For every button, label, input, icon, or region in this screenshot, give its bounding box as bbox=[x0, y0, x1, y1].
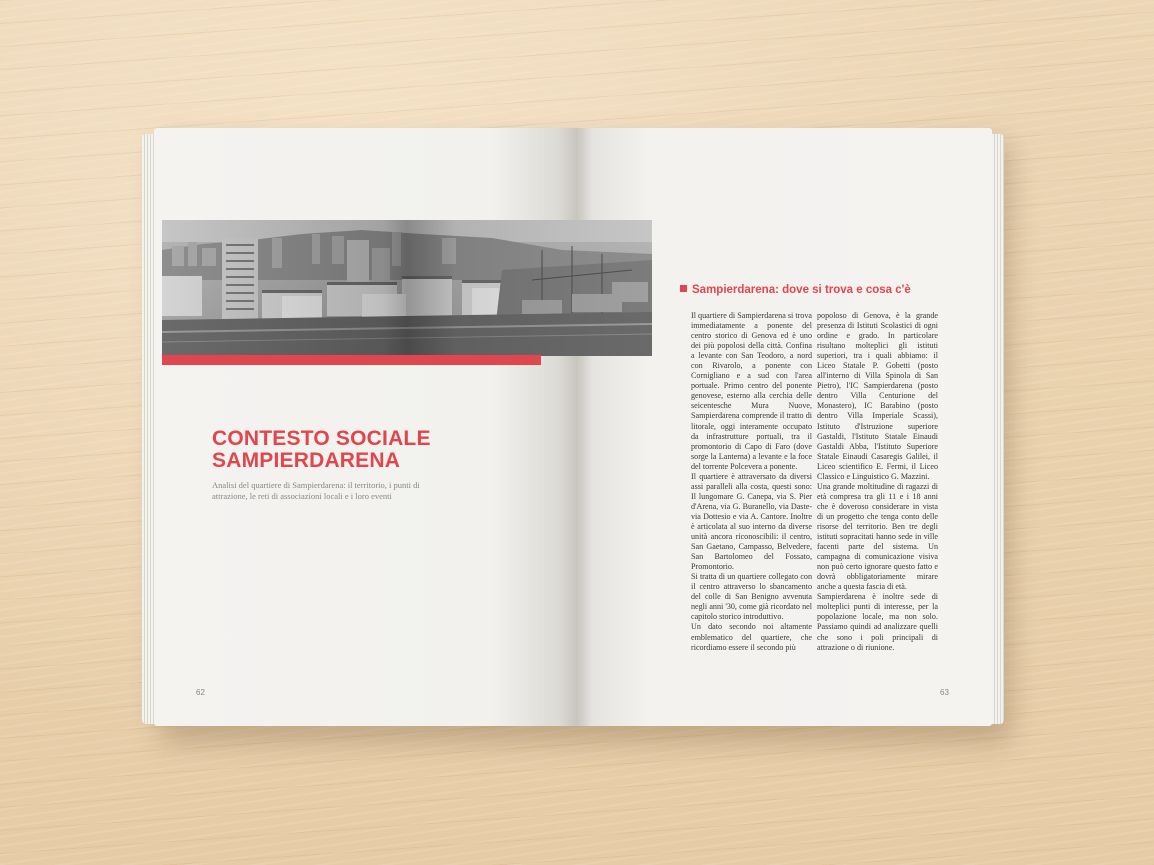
heading-square-icon bbox=[680, 285, 687, 292]
body-text-column-2: popoloso di Genova, è la grande presenza di Istituti Scolastici di ogni ordine e grado. In particolare risultano molteplici gli istituti superiori, tra i quali abbiamo: il Liceo Statale P. Gobetti (posto all'interno di Villa Spinola di San Pietro), l'IC Sampierdarena (posto dentro Villa Centurione del Monastero), IC Barabino (posto dentro Villa Imperiale Scassi), Istituto d'Istruzione superiore Gastaldi, l'Istituto Statale Einaudi Gastaldi Abba, l'Istituto Superiore Statale Einaudi Casaregis Galilei, il Liceo scientifico E. Fermi, il Liceo Classico e Linguistico G. Mazzini. Una grande moltitudine di ragazzi di età compresa tra gli 11 e i 18 anni che è doveroso considerare in vista di un progetto che tenga conto delle risorse del territorio. Ben tre degli istituti sopracitati hanno sede in ville facenti parte del sistema. Un campagna di comunicazione visiva non può certo ignorare questo fatto e dovrà obbligatoriamente mirare anche a questa fascia di età. Sampierdarena è inoltre sede di molteplici punti di interesse, per la popolazione locale, ma non solo. Passiamo quindi ad analizzare quelli che sono i poli principali di attrazione o di riunione. bbox=[817, 311, 938, 652]
chapter-subtitle: Analisi del quartiere di Sampierdarena: il territorio, i punti di attrazione, le reti di associazioni locali e i loro eventi bbox=[212, 480, 420, 501]
section-heading-text: Sampierdarena: dove si trova e cosa c'è bbox=[692, 284, 911, 296]
city-panorama-illustration bbox=[162, 220, 652, 356]
city-panorama-photo bbox=[162, 220, 652, 356]
title-accent-bar bbox=[162, 355, 541, 365]
chapter-title-line-2: SAMPIERDARENA bbox=[212, 449, 401, 472]
section-heading bbox=[680, 283, 980, 297]
page-number-left: 62 bbox=[196, 688, 205, 697]
page-number-right: 63 bbox=[940, 688, 949, 697]
body-text-column-1: Il quartiere di Sampierdarena si trova immediatamente a ponente del centro storico di Genova ed è uno dei più popolosi della città. Confina a levante con San Teodoro, a nord con Rivarolo, a ponente con Cornigliano e a sud con l'area portuale. Primo centro del ponente genovese, esterno alla cerchia delle seicentesche Mura Nuove, Sampierdarena comprende il tratto di litorale, oggi interamente occupato da infrastrutture portuali, tra il promontorio di Capo di Faro (dove sorge la Lanterna) a levante e la foce del torrente Polcevera a ponente. Il quartiere è attraversato da diversi assi paralleli alla costa, questi sono: Il lungomare G. Canepa, via S. Pier d'Arena, via G. Buranello, via Daste-via Dottesio e via A. Cantore. Inoltre è articolata al suo interno da diverse unità ancora riconoscibili: il centro, San Gaetano, Campasso, Belvedere, San Bartolomeo del Fossato, Promontorio. Si tratta di un quartiere collegato con il centro attraverso lo sbancamento del colle di San Benigno avvenuta negli anni '30, come già ricordato nel capitolo storico introduttivo. Un dato secondo noi altamente emblematico del quartiere, che ricordiamo essere il secondo più bbox=[691, 311, 812, 652]
chapter-title bbox=[212, 428, 512, 472]
chapter-title-line-1: CONTESTO SOCIALE bbox=[212, 427, 431, 450]
